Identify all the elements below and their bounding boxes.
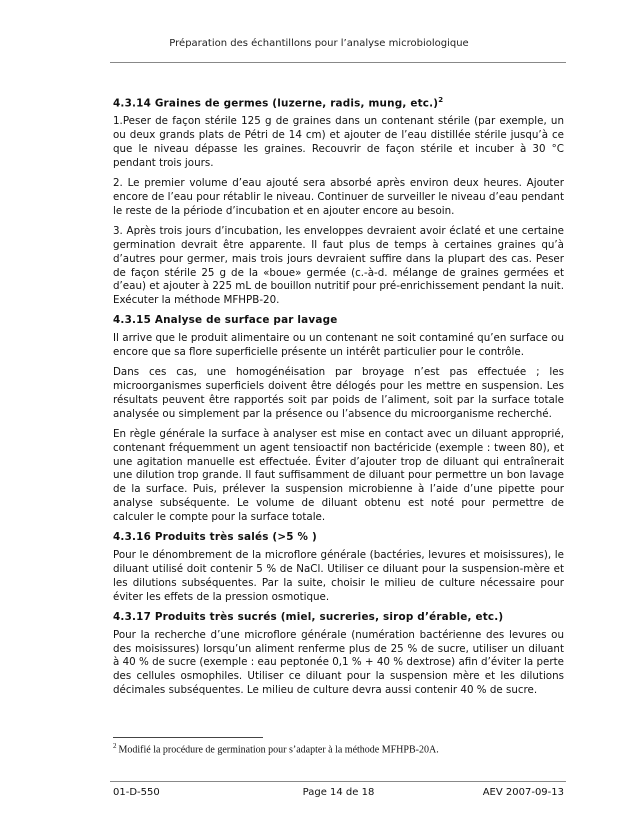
paragraph: Pour le dénombrement de la microflore générale (bactéries, levures et moisissures), le diluant utilisé doit contenir 5 % de NaCl. Utiliser ce diluant pour la suspension-mère et les dilutions subséquentes. Par la suite, choisir le milieu de culture nécessaire pour éviter les effets de la pression osmotique. [113, 549, 564, 603]
page-header: Préparation des échantillons pour l’analyse microbiologique [169, 38, 469, 49]
paragraph: Il arrive que le produit alimentaire ou un contenant ne soit contaminé qu’en surface ou encore que sa flore superficielle présente un intérêt particulier pour le contrôle. [113, 332, 564, 359]
page-body [113, 90, 564, 704]
paragraph: 2. Le premier volume d’eau ajouté sera absorbé après environ deux heures. Ajouter encore de l’eau pour rétablir le niveau. Continuer de surveiller le niveau d’eau pendant le reste de la période d’incubation et en ajouter encore au besoin. [113, 177, 564, 217]
paragraph: 3. Après trois jours d’incubation, les enveloppes devraient avoir éclaté et une certaine germination devrait être apparente. Il faut plus de temps à certaines graines qu’à d’autres pour germer, mais trois jours devraient suffire dans la plupart des cas. Peser de façon stérile 25 g de la «boue» germée (c.-à-d. mélange de graines germées et d’eau) et ajouter à 225 mL de bouillon nutritif pour pré-enrichissement pendant la nuit. Exécuter la méthode MFHPB-20. [113, 224, 564, 307]
revision-date: AEV 2007-09-13 [482, 787, 564, 798]
paragraph: 1.Peser de façon stérile 125 g de graines dans un contenant stérile (par exemple, un ou deux grands plats de Pétri de 14 cm) et ajouter de l’eau distillée stérile jusqu’à ce que le niveau dépasse les graines. Recouvrir de façon stérile et incuber à 30 °C pendant trois jours. [113, 115, 564, 170]
section-heading-4-3-15: 4.3.15 Analyse de surface par lavage [113, 314, 338, 327]
footnote-reference[interactable]: 2 [438, 96, 444, 104]
section-heading-4-3-16: 4.3.16 Produits très salés (>5 % ) [113, 531, 317, 544]
footer-divider [110, 781, 566, 782]
paragraph: Pour la recherche d’une microflore générale (numération bactérienne des levures ou des moisissures) lorsqu’un aliment renferme plus de 25 % de sucre, utiliser un diluant à 40 % de sucre (exemple : eau peptonée 0,1 % + 40 % dextrose) afin d’éviter la perte des cellules osmophiles. Utiliser ce diluant pour la suspension mère et les dilutions décimales subséquentes. Le milieu de culture devra aussi contenir 40 % de sucre. [113, 628, 564, 697]
header-divider [110, 62, 566, 63]
section-heading-4-3-14 [113, 96, 564, 109]
footnote-text: Modifié la procédure de germination pour s’adapter à la méthode MFHPB-20A. [118, 744, 439, 756]
paragraph: En règle générale la surface à analyser est mise en contact avec un diluant approprié, contenant fréquemment un agent tensioactif non bactéricide (exemple : tween 80), et une agitation manuelle est effectuée. Éviter d’ajouter trop de diluant qui entraînerait une dilution trop grande. Il faut suffisamment de diluant pour permettre un bon lavage de la surface. Puis, prélever la suspension microbienne à l’aide d’une pipette pour analyse subséquente. Le volume de diluant obtenu est noté pour permettre de calculer le compte pour la surface totale. [113, 427, 564, 524]
section-heading-text: 4.3.14 Graines de germes (luzerne, radis, mung, etc.) [113, 97, 439, 110]
section-heading-4-3-17: 4.3.17 Produits très sucrés (miel, sucreries, sirop d’érable, etc.) [113, 610, 504, 623]
document-code: 01-D-550 [113, 787, 160, 798]
page-number: Page 14 de 18 [302, 787, 375, 798]
paragraph: Dans ces cas, une homogénéisation par broyage n’est pas effectuée ; les microorganismes superficiels doivent être délogés pour les mettre en suspension. Les résultats peuvent être rapportés soit par poids de l’aliment, soit par la surface totale analysée ou simplement par la présence ou l’absence du microorganisme recherché. [113, 366, 564, 420]
footnote [113, 742, 439, 755]
footnote-marker: 2 [113, 742, 117, 750]
page-footer [113, 787, 564, 801]
footnote-divider [113, 737, 263, 738]
